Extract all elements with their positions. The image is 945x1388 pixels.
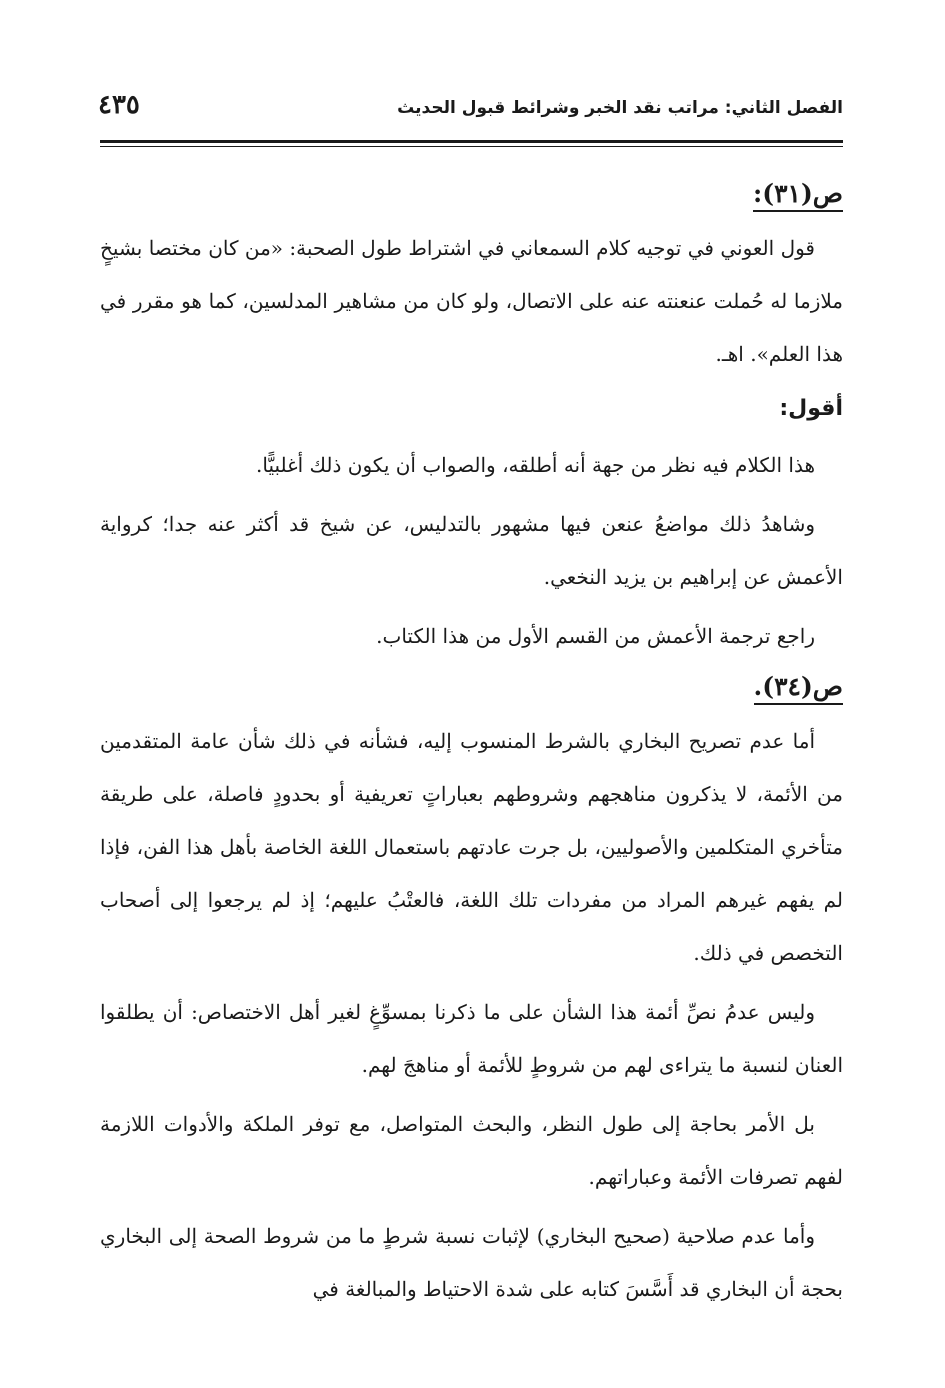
- header-rule-thin: [100, 146, 843, 147]
- paragraph: وأما عدم صلاحية (صحيح البخاري) لإثبات نسبة شرطٍ ما من شروط الصحة إلى البخاري بحجة أن البخاري قد أَسَّسَ كتابه على شدة الاحتياط والمبالغة في: [100, 1224, 843, 1301]
- section-heading-31-text: ص(٣١):: [753, 179, 843, 212]
- section-heading-31: [100, 176, 843, 212]
- chapter-title: الفصل الثاني: مراتب نقد الخبر وشرائط قبول الحديث: [397, 98, 843, 118]
- paragraph: هذا الكلام فيه نظر من جهة أنه أطلقه، والصواب أن يكون ذلك أغلبيًّا.: [256, 453, 815, 477]
- paragraph: بل الأمر بحاجة إلى طول النظر، والبحث المتواصل، مع توفر الملكة والأدوات اللازمة لفهم تصرفات الأئمة وعباراتهم.: [100, 1112, 843, 1189]
- running-header: [98, 90, 843, 130]
- quoted-passage: قول العوني في توجيه كلام السمعاني في اشتراط طول الصحبة: «من كان مختصا بشيخٍ ملازما له حُملت عنعنته عنه على الاتصال، ولو كان من مشاهير المدلسين، كما هو مقرر في هذا العلم». اهـ.: [100, 236, 843, 366]
- paragraph: وشاهدُ ذلك مواضعُ عنعن فيها مشهور بالتدليس، عن شيخ قد أكثر عنه جدا؛ كرواية الأعمش عن إبراهيم بن يزيد النخعي.: [100, 512, 843, 589]
- paragraph: راجع ترجمة الأعمش من القسم الأول من هذا الكتاب.: [376, 624, 815, 648]
- section-heading-34: [100, 669, 843, 705]
- page-content: [100, 176, 843, 1322]
- paragraph: أما عدم تصريح البخاري بالشرط المنسوب إليه، فشأنه في ذلك شأن عامة المتقدمين من الأئمة، لا يذكرون مناهجهم وشروطهم بعباراتٍ تعريفية أو بحدودٍ فاصلة، على طريقة متأخري المتكلمين والأصوليين، بل جرت عادتهم باستعمال اللغة الخاصة بأهل هذا الفن، فإذا لم يفهم غيرهم المراد من مفردات تلك اللغة، فالعتْبُ عليهم؛ إذ لم يرجعوا إلى أصحاب التخصص في ذلك.: [100, 729, 843, 965]
- page-number: ٤٣٥: [98, 90, 140, 120]
- aqool-label: أقول:: [779, 396, 843, 421]
- paragraph: وليس عدمُ نصِّ أئمة هذا الشأن على ما ذكرنا بمسوِّغٍ لغير أهل الاختصاص: أن يطلقوا العنان لنسبة ما يتراءى لهم من شروطٍ للأئمة أو مناهجَ لهم.: [100, 1000, 843, 1077]
- section-heading-34-text: ص(٣٤).: [754, 672, 843, 705]
- header-rule: [100, 140, 843, 143]
